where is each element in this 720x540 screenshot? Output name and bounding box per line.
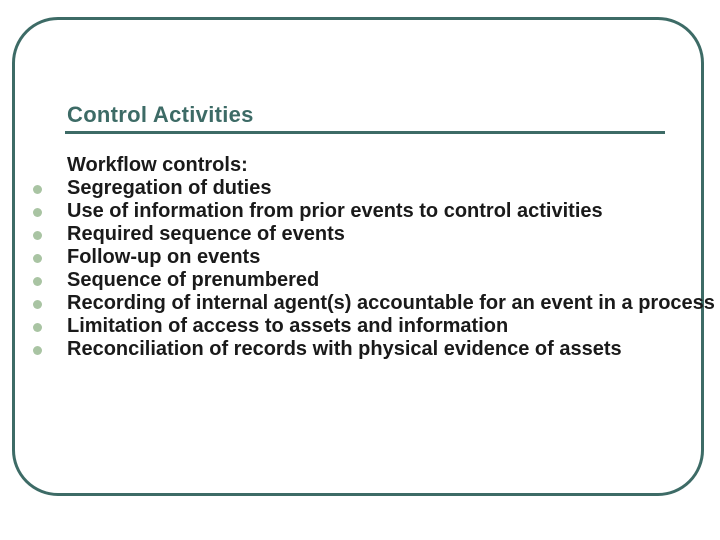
bullet-dot-icon — [33, 231, 42, 240]
list-item — [0, 292, 717, 315]
bullet-dot-icon — [33, 300, 42, 309]
bullet-dot-icon — [33, 185, 42, 194]
list-item-text: Use of information from prior events to control activities — [67, 200, 603, 222]
section-heading: Workflow controls: — [67, 154, 248, 176]
list-item-text: Sequence of prenumbered — [67, 269, 320, 291]
list-item — [0, 223, 717, 246]
list-item-text: Segregation of duties — [67, 177, 272, 199]
list-item-text: Reconciliation of records with physical evidence of assets — [67, 338, 622, 360]
bullet-dot-icon — [33, 254, 42, 263]
list-item — [0, 177, 717, 200]
list-item — [0, 200, 717, 223]
list-item — [0, 269, 717, 292]
list-item-text: Follow-up on events — [67, 246, 261, 268]
list-item — [0, 246, 717, 269]
list-item-text: Recording of internal agent(s) accountable for an event in a process — [67, 292, 715, 314]
bullet-dot-icon — [33, 323, 42, 332]
slide-title: Control Activities — [67, 102, 254, 127]
list-item — [0, 338, 717, 361]
bullet-dot-icon — [33, 277, 42, 286]
list-item — [0, 315, 717, 338]
bullet-list — [0, 177, 717, 361]
title-underline — [65, 131, 665, 134]
list-item-text: Limitation of access to assets and information — [67, 315, 509, 337]
bullet-dot-icon — [33, 208, 42, 217]
bullet-dot-icon — [33, 346, 42, 355]
list-item-text: Required sequence of events — [67, 223, 345, 245]
